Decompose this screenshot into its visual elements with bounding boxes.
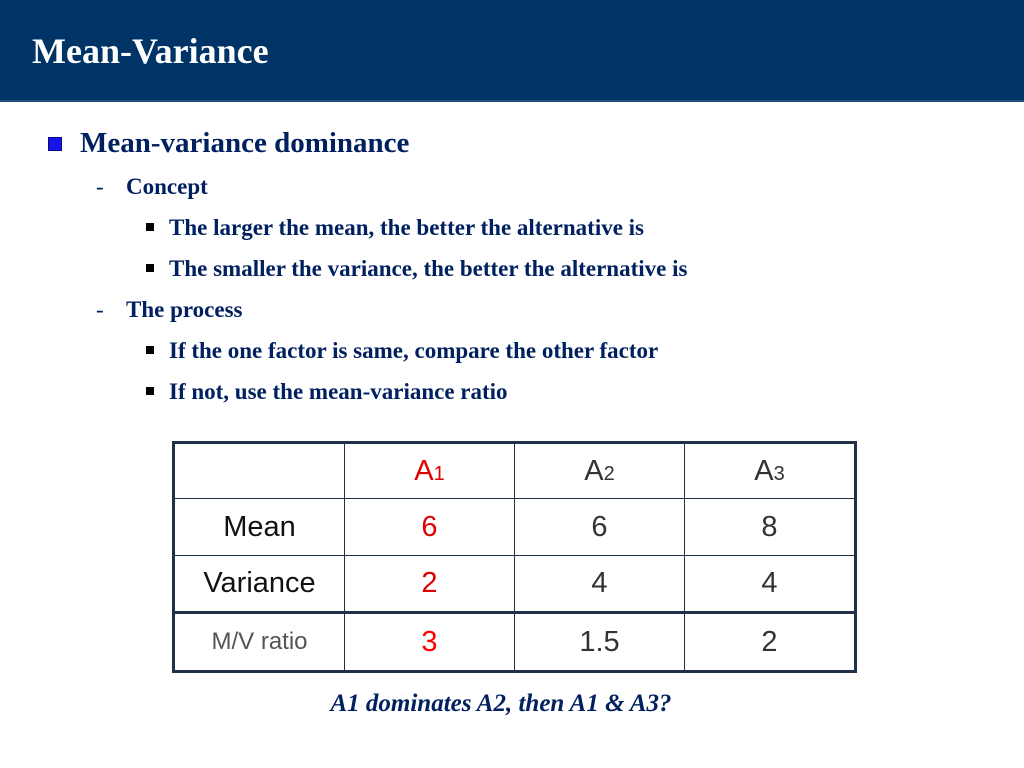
header-subscript: 2 (603, 462, 615, 485)
table-corner-cell (174, 443, 345, 499)
table-cell: 3 (345, 613, 515, 672)
square-bullet-icon (48, 137, 62, 151)
table-caption: A1 dominates A2, then A1 & A3? (330, 690, 672, 717)
header-cell-a1 (345, 443, 515, 499)
bullet-heading (48, 127, 409, 160)
table-cell: 8 (685, 499, 856, 556)
table-cell: 2 (345, 556, 515, 613)
dash-bullet-icon: - (96, 297, 104, 322)
header-cell-a2 (515, 443, 685, 499)
row-label-mv-ratio: M/V ratio (174, 613, 345, 672)
header-letter: A (414, 454, 434, 487)
bullet-heading-text: Mean-variance dominance (80, 127, 410, 159)
table-row (174, 613, 856, 672)
concept-subitem-1 (146, 215, 644, 241)
header-subscript: 1 (433, 462, 445, 485)
title-bar (0, 0, 1024, 102)
table-cell: 4 (685, 556, 856, 613)
process-label: The process (126, 297, 243, 322)
slide-title: Mean-Variance (32, 31, 269, 71)
process-subitem-2 (146, 379, 508, 405)
table-row (174, 556, 856, 613)
concept-subitem-2 (146, 256, 687, 282)
row-label-variance: Variance (174, 556, 345, 613)
header-letter: A (584, 454, 604, 487)
concept-item (96, 174, 208, 200)
row-label-mean: Mean (174, 499, 345, 556)
process-item (96, 297, 243, 323)
table-cell: 6 (345, 499, 515, 556)
concept-subitem-text: The smaller the variance, the better the alternative is (169, 256, 688, 281)
table-cell: 4 (515, 556, 685, 613)
small-square-bullet-icon (146, 387, 154, 395)
small-square-bullet-icon (146, 346, 154, 354)
table-cell: 6 (515, 499, 685, 556)
header-cell-a3 (685, 443, 856, 499)
table-cell: 2 (685, 613, 856, 672)
process-subitem-text: If the one factor is same, compare the other factor (169, 338, 659, 363)
concept-subitem-text: The larger the mean, the better the alternative is (169, 215, 645, 240)
header-letter: A (754, 454, 774, 487)
process-subitem-1 (146, 338, 658, 364)
mean-variance-table (172, 441, 857, 673)
table-row (174, 499, 856, 556)
process-subitem-text: If not, use the mean-variance ratio (169, 379, 508, 404)
small-square-bullet-icon (146, 264, 154, 272)
table-cell: 1.5 (515, 613, 685, 672)
small-square-bullet-icon (146, 223, 154, 231)
header-subscript: 3 (773, 462, 785, 485)
dash-bullet-icon: - (96, 174, 104, 199)
concept-label: Concept (126, 174, 208, 199)
table-header-row (174, 443, 856, 499)
